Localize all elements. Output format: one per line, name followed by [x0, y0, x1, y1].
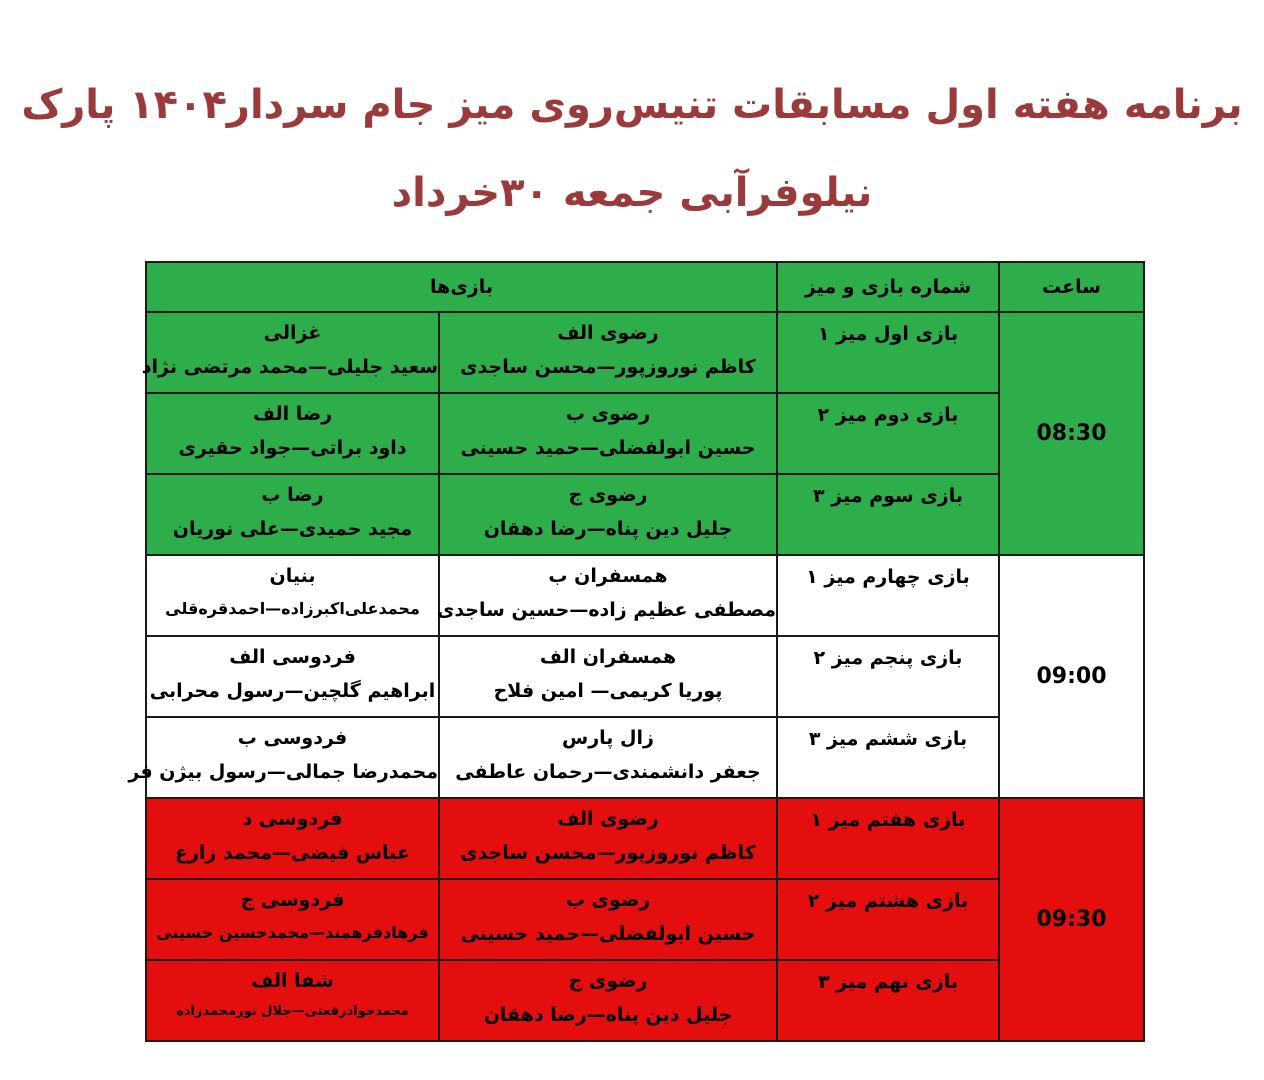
team1-cell: [439, 717, 777, 798]
header-time: ساعت: [999, 262, 1144, 312]
team1-cell: [439, 960, 777, 1041]
time-cell: 08:30: [999, 312, 1144, 555]
header-row: [146, 262, 1144, 312]
team1-name: رضوی ب: [565, 403, 651, 425]
team1-cell: [439, 636, 777, 717]
game-row: [146, 393, 1144, 474]
game-row: [146, 474, 1144, 555]
team2-name: فردوسی د: [242, 808, 343, 830]
game-label: بازی دوم میز ۲: [817, 404, 959, 426]
team2-cell: [146, 636, 439, 717]
team1-cell: [439, 798, 777, 879]
game-row: [146, 312, 1144, 393]
team2-players: ابراهیم گلچین—رسول محرابی: [149, 680, 436, 702]
team2-name: رضا الف: [252, 403, 333, 425]
team2-cell: [146, 393, 439, 474]
team1-name: همسفران ب: [548, 565, 668, 587]
game-row: [146, 960, 1144, 1041]
team2-cell: [146, 960, 439, 1041]
team1-cell: [439, 474, 777, 555]
team2-cell: [128, 717, 439, 798]
team1-name: رضوی ج: [568, 970, 648, 992]
game-label: بازی هفتم میز ۱: [810, 809, 966, 831]
team1-players: حسین ابولفضلی—حمید حسینی: [460, 437, 756, 459]
game-row: [146, 879, 1144, 960]
time-cell: 09:30: [999, 798, 1144, 1041]
schedule-table: [128, 261, 1145, 1042]
header-games: بازی‌ها: [146, 262, 777, 312]
game-label-cell: [777, 312, 999, 393]
team1-name: رضوی ب: [565, 889, 651, 911]
game-label-cell: [777, 393, 999, 474]
team1-name: رضوی الف: [557, 322, 659, 344]
header-game-table: شماره بازی و میز: [777, 262, 999, 312]
game-label-cell: [777, 474, 999, 555]
team1-players: پوریا کریمی— امین فلاح: [493, 680, 723, 702]
game-label-cell: [777, 636, 999, 717]
team1-name: رضوی الف: [557, 808, 659, 830]
team2-players: مجید حمیدی—علی نوریان: [172, 518, 413, 540]
game-label: بازی اول میز ۱: [817, 323, 959, 345]
game-row: [146, 798, 1144, 879]
team1-players: جلیل دین پناه—رضا دهقان: [483, 1004, 733, 1026]
team1-name: رضوی ج: [568, 484, 648, 506]
game-label-cell: [777, 798, 999, 879]
team2-name: فردوسی الف: [229, 646, 356, 668]
game-label: بازی هشتم میز ۲: [807, 890, 969, 912]
team2-players: عباس فیضی—محمد زارع: [175, 842, 410, 864]
team1-players: مصطفی عظیم زاده—حسین ساجدی: [436, 599, 776, 621]
game-row: [146, 636, 1144, 717]
team2-cell: [146, 879, 439, 960]
team2-name: فردوسی ب: [237, 727, 348, 749]
team1-name: زال پارس: [562, 727, 654, 749]
team1-players: جعفر دانشمندی—رحمان عاطفی: [455, 761, 761, 783]
game-label-cell: [777, 717, 999, 798]
team2-cell: [146, 474, 439, 555]
game-label: بازی سوم میز ۳: [813, 485, 963, 507]
game-label-cell: [777, 555, 999, 636]
team1-players: کاظم نوروزپور—محسن ساجدی: [460, 356, 756, 378]
team2-players: فرهادفرهمند—محمدحسین حسینی: [156, 923, 429, 942]
team1-players: کاظم نوروزپور—محسن ساجدی: [460, 842, 756, 864]
title-line-1: برنامه هفته اول مسابقات تنیس‌روی میز جام سردار۱۴۰۴ پارک: [21, 82, 1243, 128]
title-line-2: نیلوفرآبی جمعه ۳۰خرداد: [391, 170, 873, 216]
team2-name: شفا الف: [251, 970, 334, 992]
team1-cell: [439, 312, 777, 393]
game-row: [146, 717, 1144, 798]
team2-name: فردوسی ج: [240, 889, 345, 911]
time-cell: 09:00: [999, 555, 1144, 798]
game-label: بازی ششم میز ۳: [808, 728, 968, 750]
team2-name: غزالی: [263, 322, 322, 344]
team2-name: بنیان: [269, 565, 316, 587]
team2-players: داود براتی—جواد حقیری: [178, 437, 407, 459]
team1-cell: [436, 555, 777, 636]
game-label: بازی پنجم میز ۲: [813, 647, 963, 669]
game-row: [146, 555, 1144, 636]
team1-name: همسفران الف: [539, 646, 677, 668]
team2-players: سعید جلیلی—محمد مرتضی نژاد: [141, 356, 438, 378]
team2-players: محمدعلی‌اکبرزاده—احمدقره‌قلی: [165, 599, 420, 618]
team2-players: محمدجوادرفعتی—جلال نورمحمدزاده: [176, 1004, 409, 1019]
team1-players: جلیل دین پناه—رضا دهقان: [483, 518, 733, 540]
team1-players: حسین ابولفضلی—حمید حسینی: [460, 923, 756, 945]
game-label-cell: [777, 879, 999, 960]
game-label-cell: [777, 960, 999, 1041]
team1-cell: [439, 879, 777, 960]
team2-players: محمدرضا جمالی—رسول بیژن فر: [128, 761, 438, 783]
game-label: بازی چهارم میز ۱: [806, 566, 970, 588]
team2-cell: [146, 798, 439, 879]
team2-name: رضا ب: [261, 484, 324, 506]
team2-cell: [141, 312, 439, 393]
team2-cell: [146, 555, 439, 636]
game-label: بازی نهم میز ۳: [818, 971, 958, 993]
team1-cell: [439, 393, 777, 474]
